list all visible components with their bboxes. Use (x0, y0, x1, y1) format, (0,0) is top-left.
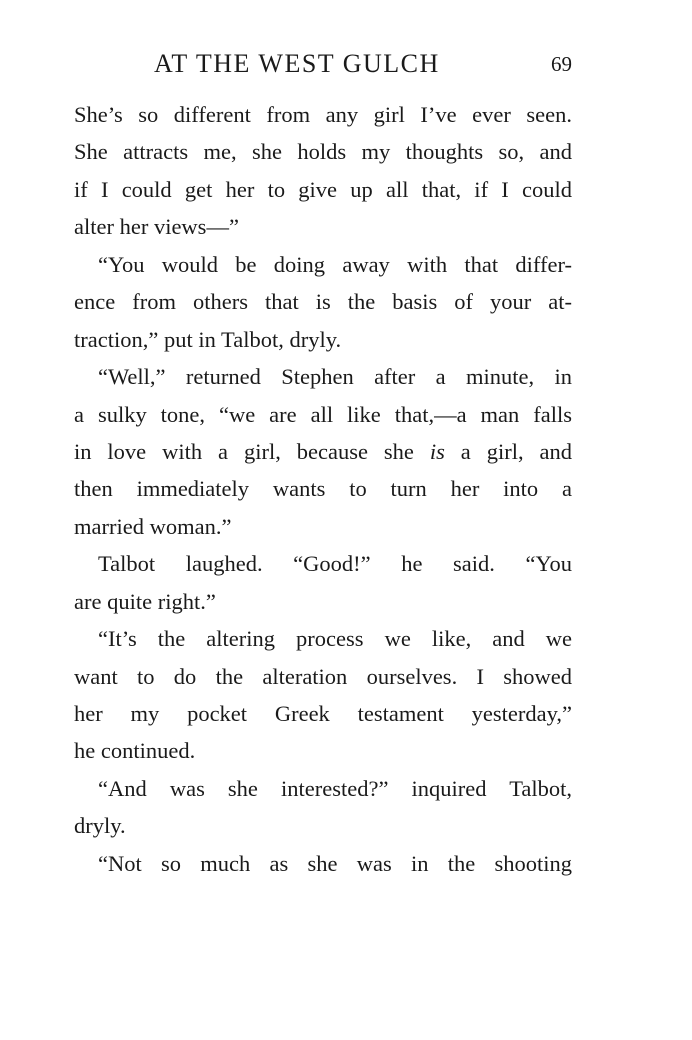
text-line: She attracts me, she holds my thoughts so, and (74, 139, 572, 165)
text-line: are quite right.” (74, 588, 216, 614)
text-line: traction,” put in Talbot, dryly. (74, 326, 342, 352)
italic-word: is (429, 438, 445, 464)
running-title: AT THE WEST GULCH (154, 49, 440, 78)
text-line (74, 433, 572, 470)
line-segment: a girl, and (444, 438, 573, 464)
text-line: “It’s the altering process we like, and we (98, 626, 572, 652)
text-line: alter her views—” (74, 214, 239, 240)
text-line: want to do the alteration ourselves. I showed (74, 663, 572, 689)
text-line: “Not so much as she was in the shooting (98, 850, 572, 876)
text-line: “You would be doing away with that differ- (98, 251, 572, 277)
text-line: if I could get her to give up all that, if I could (74, 176, 572, 202)
running-head (74, 46, 572, 82)
line-segment: in love with a girl, because she (74, 438, 430, 464)
text-line: he continued. (74, 738, 196, 764)
text-line: a sulky tone, “we are all like that,—a man falls (74, 401, 572, 427)
text-line: her my pocket Greek testament yesterday,” (74, 701, 572, 726)
text-line: dryly. (74, 813, 126, 839)
text-line: She’s so different from any girl I’ve ever seen. (74, 102, 572, 127)
text-line: “Well,” returned Stephen after a minute, in (98, 364, 572, 390)
text-line: “And was she interested?” inquired Talbot, (98, 775, 572, 801)
text-line: ence from others that is the basis of your at- (74, 289, 572, 315)
body-text (74, 96, 572, 882)
text-line: then immediately wants to turn her into a (74, 476, 572, 502)
page-number: 69 (551, 52, 572, 76)
text-line: married woman.” (74, 513, 232, 539)
text-line: Talbot laughed. “Good!” he said. “You (98, 551, 572, 577)
